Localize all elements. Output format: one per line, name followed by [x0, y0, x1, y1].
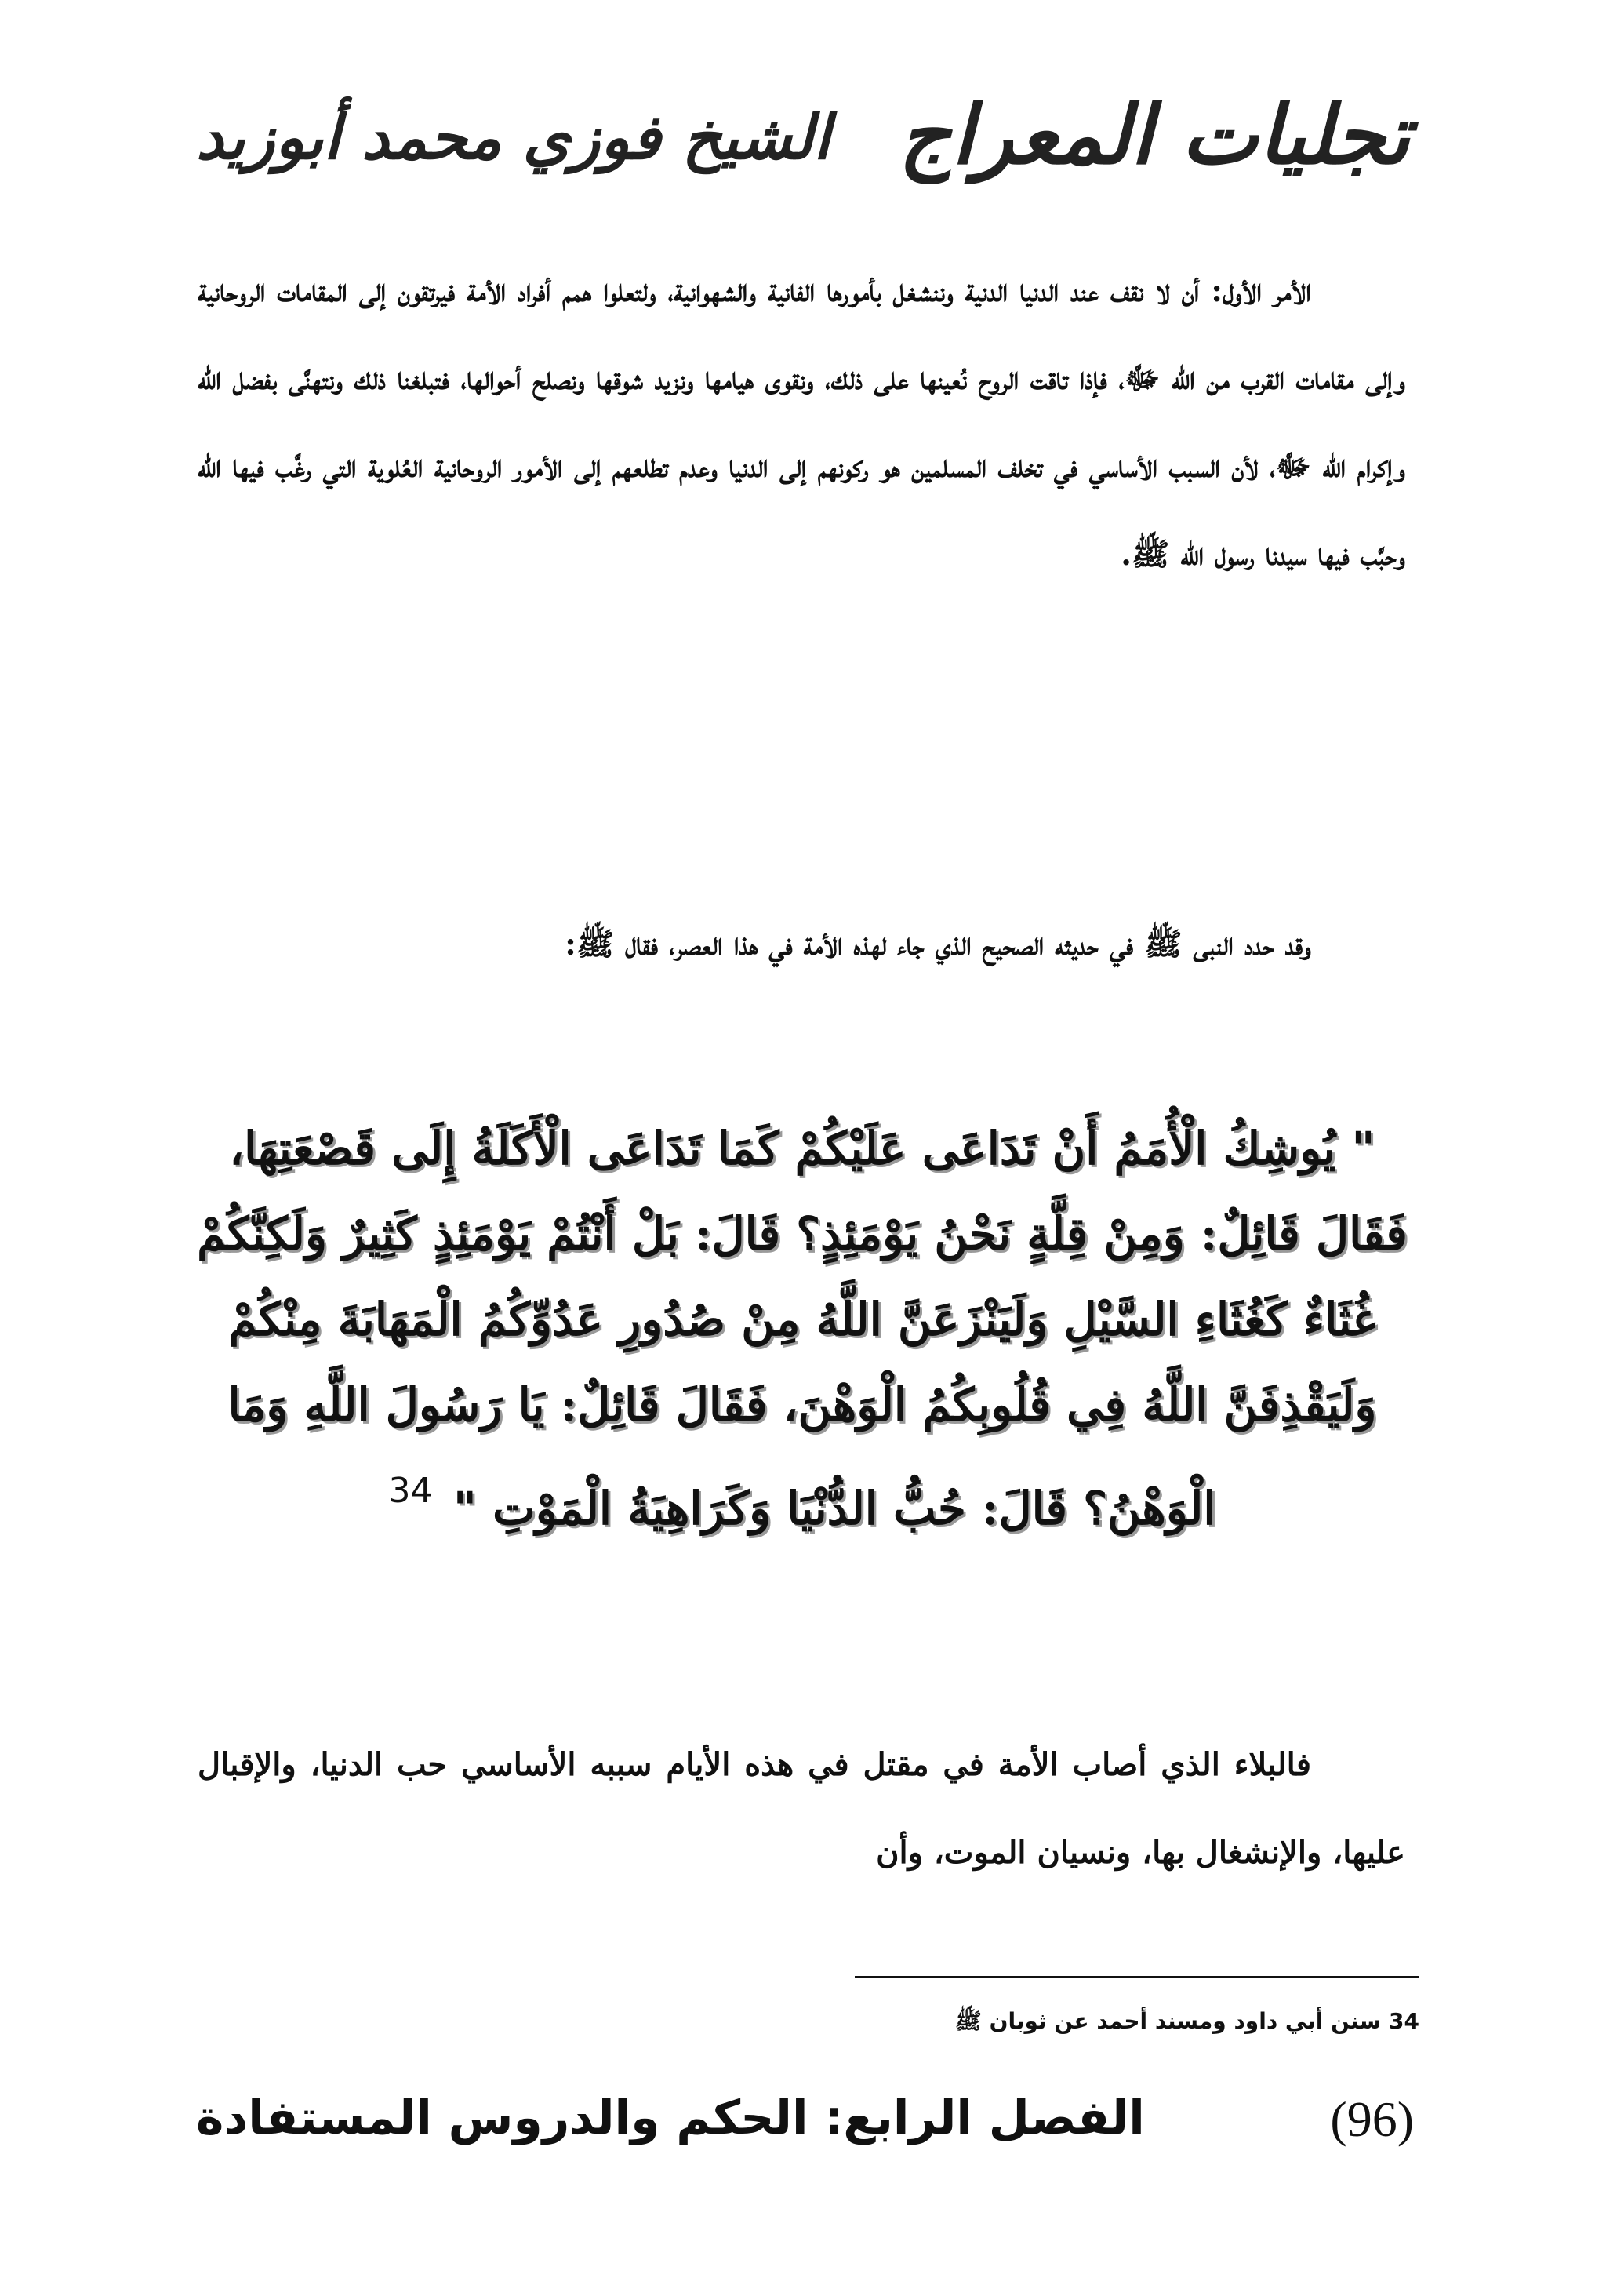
page-number: (96): [1330, 2091, 1414, 2147]
hadith-quote: [187, 1106, 1418, 1552]
footnote-divider: [855, 1976, 1419, 1978]
book-title: تجليات المعراج: [899, 86, 1410, 183]
page-header: [196, 86, 1410, 243]
paragraph-first-matter: الأمر الأول: أن لا نقف عند الدنيا الدنية وننشغل بأمورها الفانية والشهوانية، ولتعلوا همم أفراد الأمة فيرتقون إلى المقامات الروحانية وإلى مقامات القرب من الله ﷻ، فإذا تاقت الروح نُعينها على ذلك، ونقوى هيامها ونزيد شوقها ونصلح أحوالها، فتبلغنا ذلك ونتهنَّى بفضل الله وإكرام الله ﷻ، لأن السبب الأساسي في تخلف المسلمين هو ركونهم إلى الدنيا وعدم تطلعهم إلى الأمور الروحانية العُلوية التي رغَّب فيها الله وحبَّب فيها سيدنا رسول الله ﷺ.: [198, 272, 1405, 573]
footnote-text: 34 سنن أبي داود ومسند أحمد عن ثوبان ﷺ: [955, 2008, 1419, 2034]
author-name: الشيخ فوزي محمد أبوزيد: [196, 102, 830, 173]
paragraph-hadith-intro: وقد حدد النبى ﷺ في حديثه الصحيح الذي جاء لهذه الأمة في هذا العصر، فقال ﷺ:: [565, 926, 1311, 962]
chapter-title: الفصل الرابع: الحكم والدروس المستفادة: [196, 2090, 1145, 2145]
footnote-reference: 34: [388, 1471, 433, 1511]
page-footer: [196, 2090, 1414, 2185]
paragraph-consequence: فالبلاء الذي أصاب الأمة في مقتل في هذه الأيام سببه الأساسي حب الدنيا، والإقبال عليها، والإنشغال بها، ونسيان الموت، وأن: [198, 1746, 1405, 1871]
hadith-text: " يُوشِكُ الْأُمَمُ أَنْ تَدَاعَى عَلَيْكُمْ كَمَا تَدَاعَى الْأَكَلَةُ إِلَى قَصْعَتِهَا، فَقَالَ قَائِلٌ: وَمِنْ قِلَّةٍ نَحْنُ يَوْمَئِذٍ؟ قَالَ: بَلْ أَنْتُمْ يَوْمَئِذٍ كَثِيرٌ وَلَكِنَّكُمْ غُثَاءٌ كَغُثَاءِ السَّيْلِ وَلَيَنْزَعَنَّ اللَّهُ مِنْ صُدُورِ عَدُوِّكُمُ الْمَهَابَةَ مِنْكُمْ وَلَيَقْذِفَنَّ اللَّهُ فِي قُلُوبِكُمُ الْوَهْنَ، فَقَالَ قَائِلٌ: يَا رَسُولَ اللَّهِ وَمَا الْوَهْنُ؟ قَالَ: حُبُّ الدُّنْيَا وَكَرَاهِيَةُ الْمَوْتِ ": [197, 1122, 1408, 1535]
